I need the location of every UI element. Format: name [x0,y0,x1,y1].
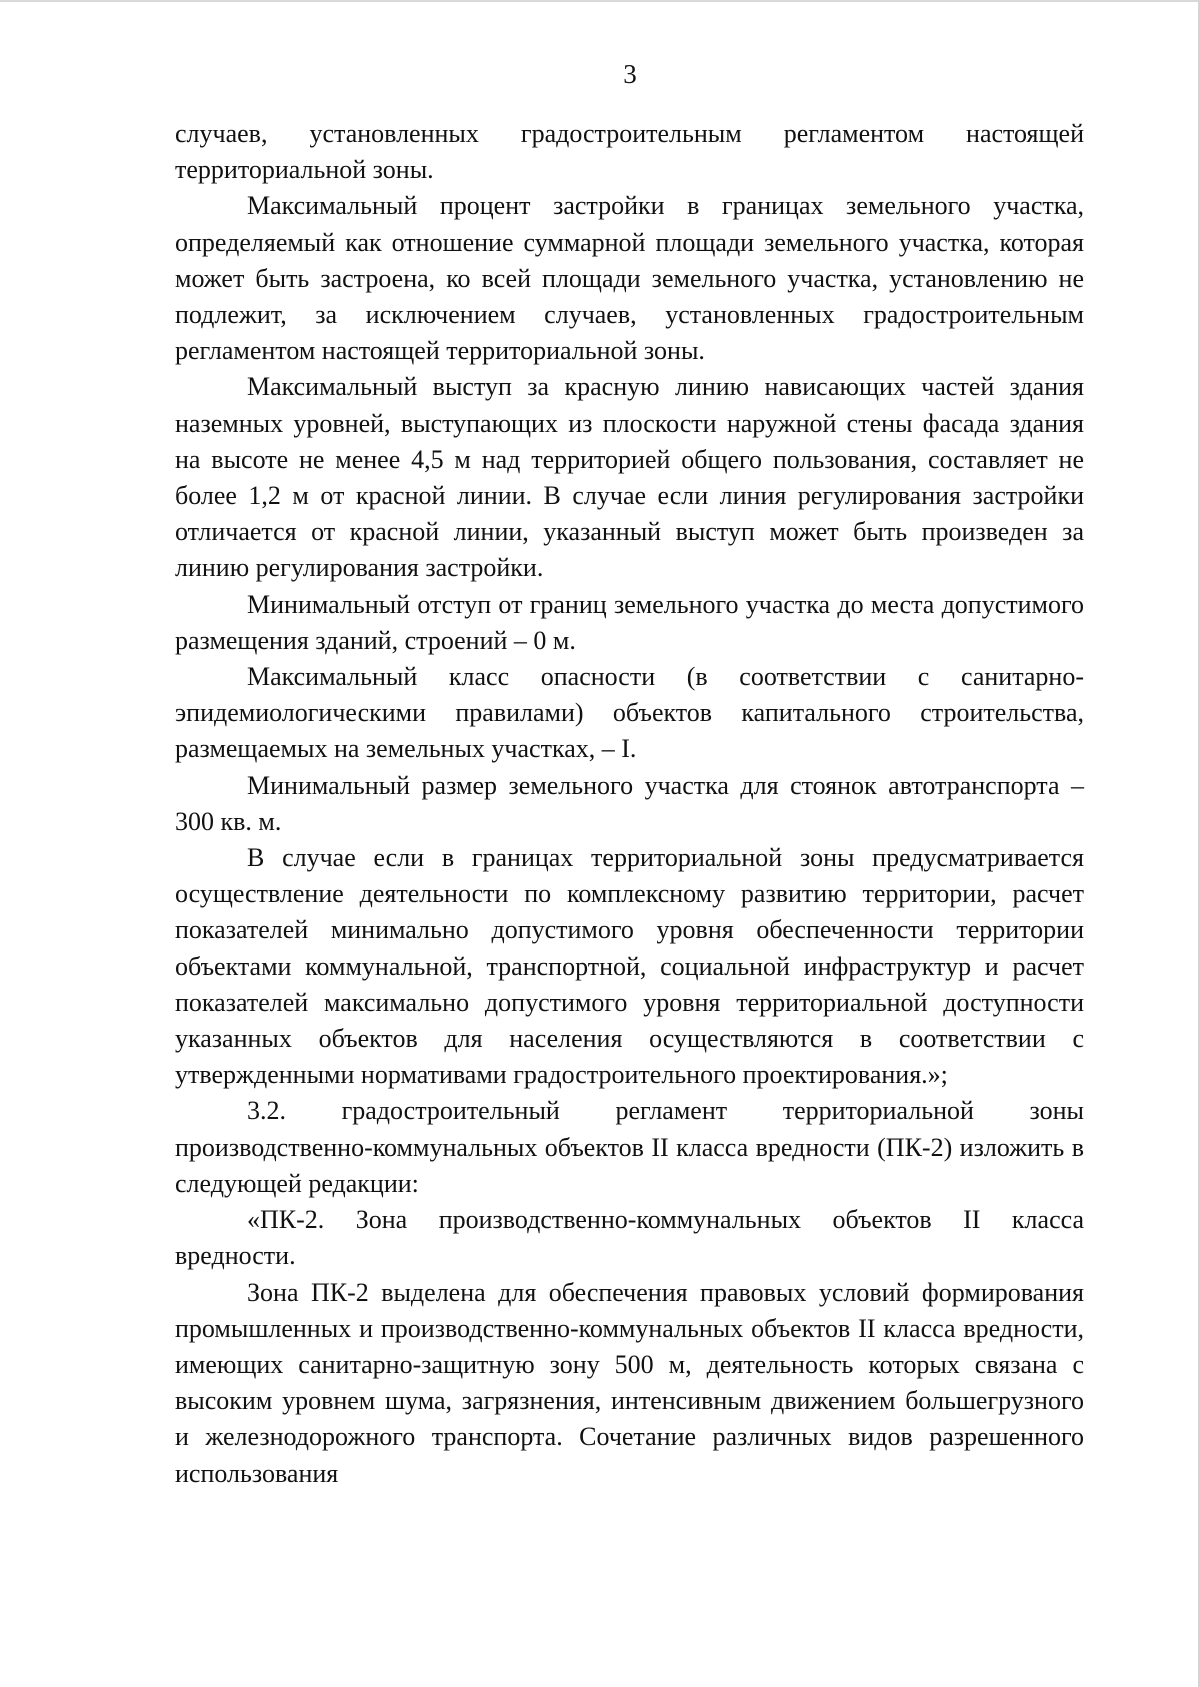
paragraph-complex-development: В случае если в границах территориальной зоны предусматривается осуществление деятельности по комплексному развитию территории, расчет показателей минимально допустимого уровня обеспеченности территории объектами коммунальной, транспортной, социальной инфраструктур и расчет показателей максимально допустимого уровня территориальной доступности указанных объектов для населения осуществляются в соответствии с утвержденными нормативами градостроительного проектирования.»; [175,843,1084,1090]
paragraph-continuation: случаев, установленных градостроительным регламентом настоящей территориальной зоны. [175,119,1084,185]
paragraph-hazard-class: Максимальный класс опасности (в соответствии с санитарно-эпидемиологическими правилами) объектов капитального строительства, размещаемых на земельных участках, – I. [175,662,1084,764]
paragraph-min-parking-plot: Минимальный размер земельного участка для стоянок автотранспорта – 300 кв. м. [175,770,1084,836]
paragraph-max-building-percent: Максимальный процент застройки в границах земельного участка, определяемый как отношение суммарной площади земельного участка, которая может быть застроена, ко всей площади земельного участка, установлению не подлежит, за исключением случаев, установленных градостроительным регламентом настоящей территориальной зоны. [175,191,1084,366]
paragraph-max-overhang: Максимальный выступ за красную линию нависающих частей здания наземных уровней, выступающих из плоскости наружной стены фасада здания на высоте не менее 4,5 м над территорией общего пользования, составляет не более 1,2 м от красной линии. В случае если линия регулирования застройки отличается от красной линии, указанный выступ может быть произведен за линию регулирования застройки. [175,372,1084,583]
paragraph-clause-3-2: 3.2. градостроительный регламент территориальной зоны производственно-коммунальных объектов II класса вредности (ПК-2) изложить в следующей редакции: [175,1096,1084,1198]
paragraph-zone-title: «ПК-2. Зона производственно-коммунальных объектов II класса вредности. [175,1205,1084,1271]
document-body [175,116,1084,1492]
paragraph-min-setback: Минимальный отступ от границ земельного участка до места допустимого размещения зданий, строений – 0 м. [175,589,1084,655]
paragraph-zone-description: Зона ПК-2 выделена для обеспечения правовых условий формирования промышленных и производственно-коммунальных объектов II класса вредности, имеющих санитарно-защитную зону 500 м, деятельность которых связана с высоким уровнем шума, загрязнения, интенсивным движением большегрузного и железнодорожного транспорта. Сочетание различных видов разрешенного использования [175,1277,1084,1488]
page-number: 3 [623,59,637,89]
scan-edge-top [0,0,1200,2]
